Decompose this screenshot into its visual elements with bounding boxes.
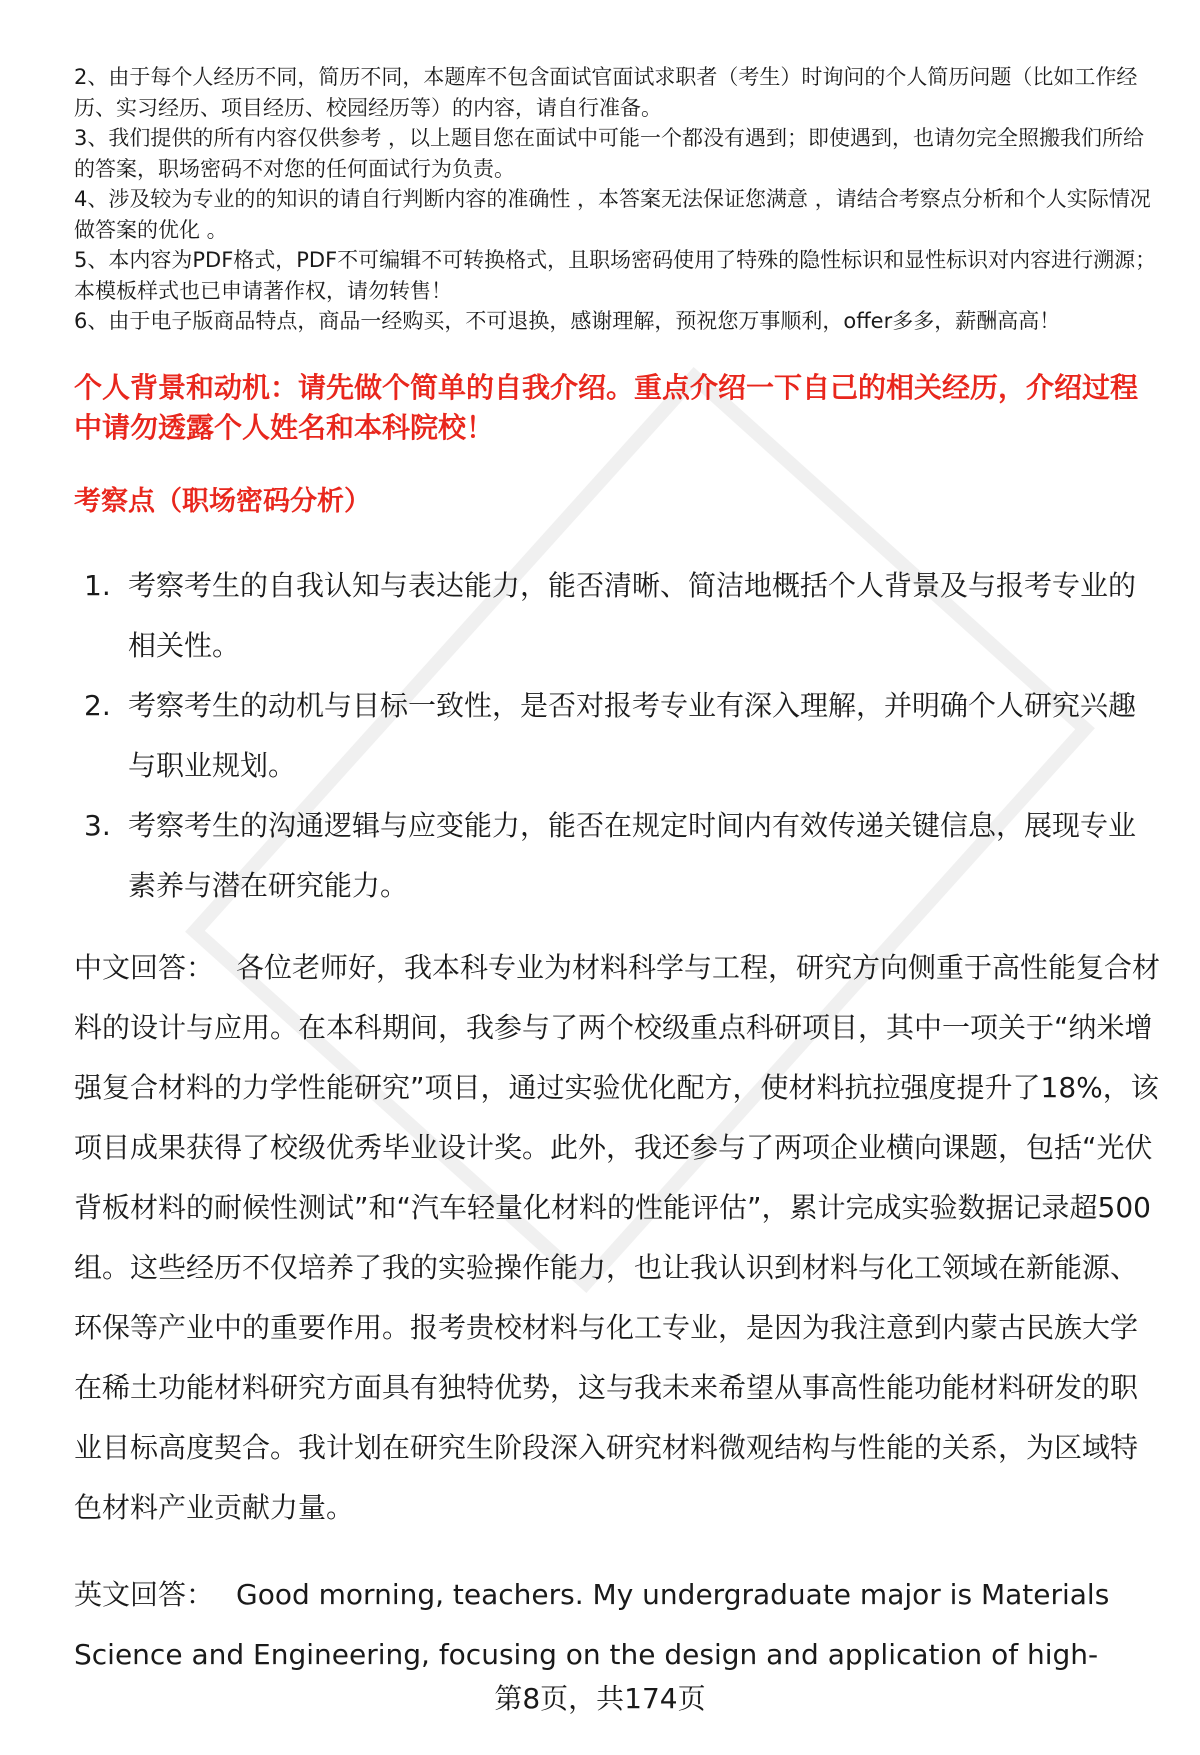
note-item: 2、由于每个人经历不同，简历不同，本题库不包含面试官面试求职者（考生）时询问的个人简历问题（比如工作经历、实习经历、项目经历、校园经历等）的内容，请自行准备。: [74, 65, 1138, 120]
note-item: 5、本内容为PDF格式，PDF不可编辑不可转换格式，且职场密码使用了特殊的隐性标识和显性标识对内容进行溯源；本模板样式也已申请著作权，请勿转售！: [74, 248, 1157, 303]
list-item: [84, 556, 1144, 676]
chinese-answer-label: 中文回答：: [74, 951, 215, 984]
page-number: 第8页，共174页: [494, 1682, 706, 1715]
english-answer: [74, 1565, 1164, 1685]
list-number: 2.: [84, 689, 111, 722]
points-list: [84, 556, 1144, 916]
chinese-answer-text: 各位老师好，我本科专业为材料科学与工程，研究方向侧重于高性能复合材料的设计与应用。在本科期间，我参与了两个校级重点科研项目，其中一项关于“纳米增强复合材料的力学性能研究”项目，通过实验优化配方，使材料抗拉强度提升了18%，该项目成果获得了校级优秀毕业设计奖。此外，我还参与了两项企业横向课题，包括“光伏背板材料的耐候性测试”和“汽车轻量化材料的性能评估”，累计完成实验数据记录超500组。这些经历不仅培养了我的实验操作能力，也让我认识到材料与化工领域在新能源、环保等产业中的重要作用。报考贵校材料与化工专业，是因为我注意到内蒙古民族大学在稀土功能材料研究方面具有独特优势，这与我未来希望从事高性能功能材料研发的职业目标高度契合。我计划在研究生阶段深入研究材料微观结构与性能的关系，为区域特色材料产业贡献力量。: [74, 951, 1161, 1524]
list-item: [84, 676, 1144, 796]
note-item: 6、由于电子版商品特点，商品一经购买，不可退换，感谢理解，预祝您万事顺利，offer多多，薪酬高高！: [74, 309, 1061, 333]
note-item: 3、我们提供的所有内容仅供参考 ，以上题目您在面试中可能一个都没有遇到；即使遇到，也请勿完全照搬我们所给的答案，职场密码不对您的任何面试行为负责。: [74, 126, 1145, 181]
list-text: 考察考生的自我认知与表达能力，能否清晰、简洁地概括个人背景及与报考专业的相关性。: [128, 569, 1137, 662]
list-item: [84, 796, 1144, 916]
chinese-answer: [74, 938, 1164, 1538]
english-answer-text: Good morning, teachers. My undergraduate major is Materials Science and Engineering, focusing on the design and application of high-: [74, 1578, 1110, 1671]
note-item: 4、涉及较为专业的的知识的请自行判断内容的准确性 ，本答案无法保证您满意 ，请结合考察点分析和个人实际情况做答案的优化 。: [74, 187, 1151, 242]
list-text: 考察考生的沟通逻辑与应变能力，能否在规定时间内有效传递关键信息，展现专业素养与潜在研究能力。: [128, 809, 1137, 902]
notes-section: [74, 62, 1164, 337]
english-answer-label: 英文回答：: [74, 1578, 215, 1611]
list-text: 考察考生的动机与目标一致性，是否对报考专业有深入理解，并明确个人研究兴趣与职业规划。: [128, 689, 1137, 782]
list-number: 3.: [84, 809, 111, 842]
question-heading: 个人背景和动机：请先做个简单的自我介绍。重点介绍一下自己的相关经历，介绍过程中请勿透露个人姓名和本科院校！: [74, 371, 1139, 444]
points-title: 考察点（职场密码分析）: [74, 486, 371, 517]
list-number: 1.: [84, 569, 111, 602]
